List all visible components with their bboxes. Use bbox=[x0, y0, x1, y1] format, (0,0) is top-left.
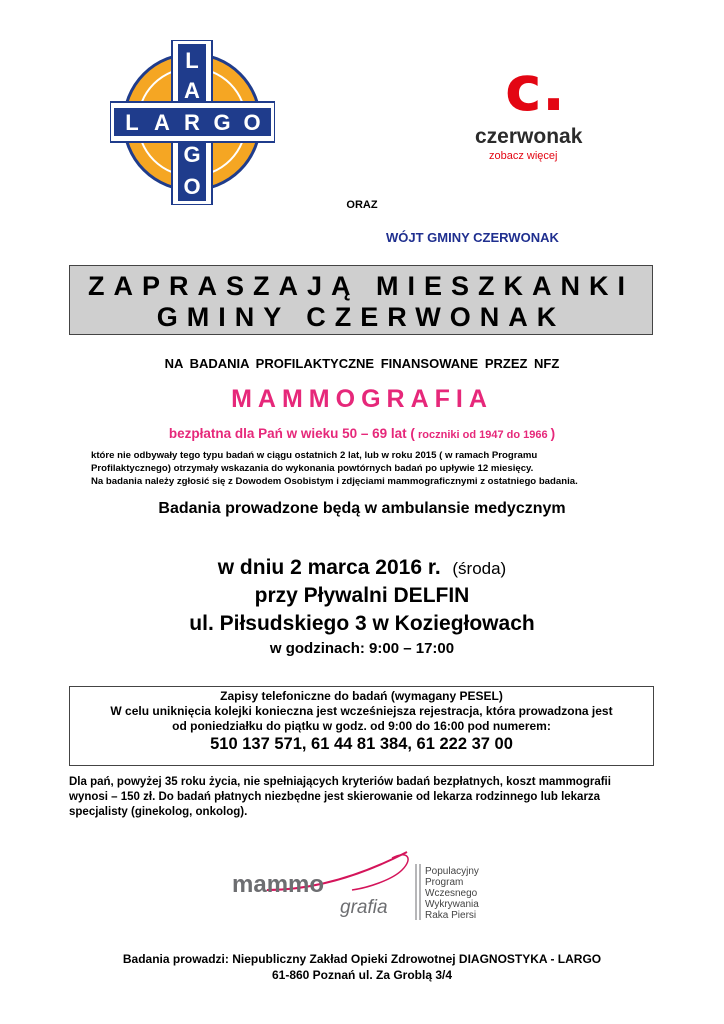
largo-v-letter-5: O bbox=[183, 174, 201, 199]
invite-line-2: GMINY CZERWONAK bbox=[156, 302, 566, 332]
largo-h-letter-2: A bbox=[154, 110, 170, 135]
invite-line-1: ZAPRASZAJĄ MIESZKANKI bbox=[87, 271, 634, 301]
programme-line-3: Wczesnego bbox=[425, 888, 478, 899]
free-eligibility-close: ) bbox=[550, 426, 556, 441]
eligibility-line-3: Na badania należy zgłosić się z Dowodem Osobistym i zdjęciami mammograficznymi z ostatniego badania. bbox=[91, 476, 578, 487]
phone-box-line-2: W celu uniknięcia kolejki konieczna jest wcześniejsza rejestracja, która prowadzona jest bbox=[110, 704, 613, 718]
event-date bbox=[0, 556, 724, 580]
largo-h-letter-4: G bbox=[213, 110, 231, 135]
event-street: ul. Piłsudskiego 3 w Koziegłowach bbox=[189, 612, 535, 635]
event-hours: w godzinach: 9:00 – 17:00 bbox=[269, 640, 455, 657]
wojt-heading: WÓJT GMINY CZERWONAK bbox=[386, 230, 559, 245]
programme-line-4: Wykrywania bbox=[425, 899, 479, 910]
paid-line-3: specjalisty (ginekolog, onkolog). bbox=[69, 806, 248, 818]
mammo-word: mammo bbox=[232, 871, 325, 898]
eligibility-line-2: Profilaktycznego) otrzymały wskazania do wykonania powtórnych badań po upływie 12 miesięcy. bbox=[91, 463, 534, 474]
grafia-word: grafia bbox=[340, 897, 388, 918]
nfz-subtitle: NA BADANIA PROFILAKTYCZNE FINANSOWANE PRZEZ NFZ bbox=[164, 356, 560, 371]
event-date-text: w dniu 2 marca 2016 r. bbox=[217, 556, 441, 579]
programme-line-2: Program bbox=[425, 877, 464, 888]
largo-h-letter-5: O bbox=[243, 110, 261, 135]
phone-numbers: 510 137 571, 61 44 81 384, 61 222 37 00 bbox=[210, 735, 513, 753]
largo-h-letter-1: L bbox=[125, 110, 139, 135]
czerwonak-logo bbox=[465, 52, 595, 172]
largo-v-letter-1: L bbox=[185, 48, 199, 73]
event-place: przy Pływalni DELFIN bbox=[254, 584, 470, 607]
free-eligibility bbox=[0, 426, 724, 441]
phone-box-line-3: od poniedziałku do piątku w godz. od 9:00 do 16:00 pod numerem: bbox=[172, 719, 551, 733]
footer-address: 61-860 Poznań ul. Za Groblą 3/4 bbox=[271, 968, 453, 982]
czerwonak-mark: c. bbox=[505, 52, 566, 124]
programme-line-5: Raka Piersi bbox=[425, 910, 477, 921]
invite-box bbox=[69, 265, 653, 335]
czerwonak-name: czerwonak bbox=[475, 125, 583, 148]
footer-provider: Badania prowadzi: Niepubliczny Zakład Opieki Zdrowotnej DIAGNOSTYKA - LARGO bbox=[122, 952, 602, 966]
largo-v-letter-4: G bbox=[183, 142, 201, 167]
czerwonak-c-icon bbox=[465, 52, 595, 124]
phone-registration-box bbox=[69, 686, 654, 766]
free-eligibility-years: roczniki od 1947 do 1966 bbox=[414, 429, 551, 441]
mammografia-programme-logo bbox=[232, 850, 522, 925]
eligibility-details bbox=[91, 449, 671, 488]
paid-exam-note bbox=[69, 775, 659, 820]
phone-box-line-1: Zapisy telefoniczne do badań (wymagany PESEL) bbox=[220, 689, 503, 703]
oraz-label: ORAZ bbox=[346, 199, 378, 211]
mammografia-title: MAMMOGRAFIA bbox=[231, 385, 493, 413]
event-weekday: (środa) bbox=[452, 559, 507, 578]
ambulance-note: Badania prowadzone będą w ambulansie medycznym bbox=[158, 500, 566, 517]
czerwonak-tagline: zobacz więcej bbox=[489, 150, 558, 162]
paid-line-2: wynosi – 150 zł. Do badań płatnych niezbędne jest skierowanie od lekarza rodzinnego lub lekarza bbox=[69, 791, 601, 803]
free-eligibility-main: bezpłatna dla Pań w wieku 50 – 69 lat ( bbox=[168, 426, 415, 441]
programme-line-1: Populacyjny bbox=[425, 866, 479, 877]
largo-v-letter-3: R bbox=[184, 110, 200, 135]
paid-line-1: Dla pań, powyżej 35 roku życia, nie spełniających kryteriów badań bezpłatnych, koszt mammografii bbox=[69, 776, 611, 788]
eligibility-line-1: które nie odbywały tego typu badań w ciągu ostatnich 2 lat, lub w roku 2015 ( w ramach Programu bbox=[91, 450, 538, 461]
largo-logo bbox=[110, 40, 275, 205]
largo-v-letter-2: A bbox=[184, 78, 200, 103]
